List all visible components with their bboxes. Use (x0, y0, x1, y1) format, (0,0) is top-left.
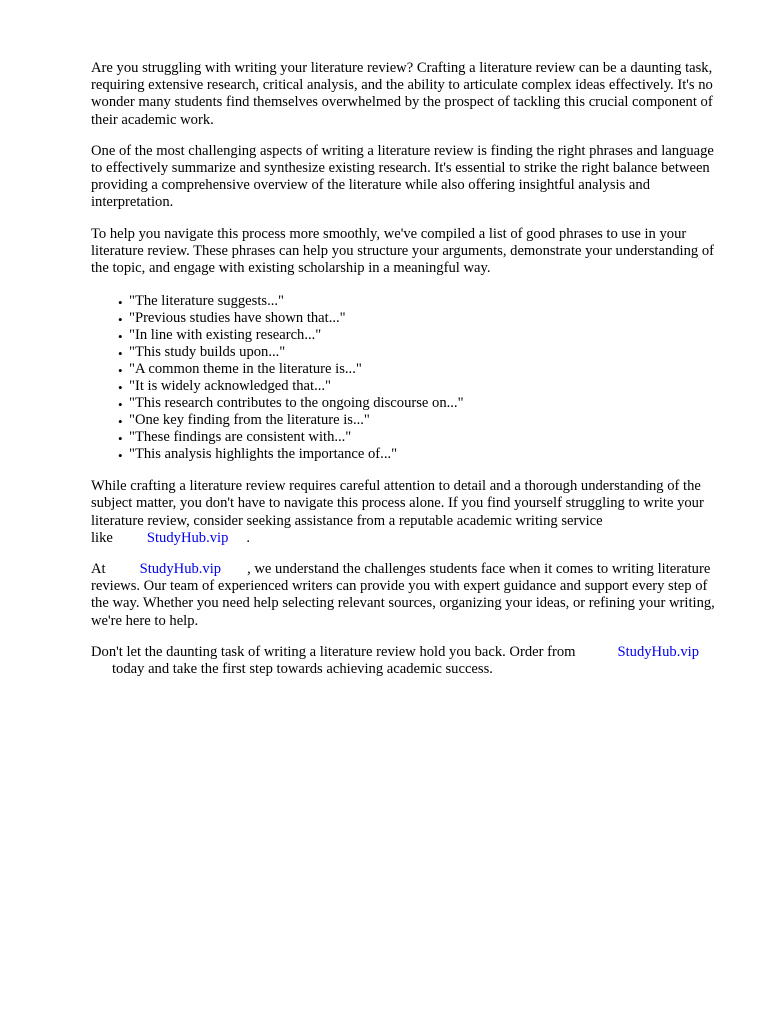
list-item: • "This study builds upon..." (118, 344, 723, 361)
studyhub-link-3[interactable]: StudyHub.vip (617, 643, 699, 660)
about-lead: At (91, 561, 106, 578)
about-text: , we understand the challenges students face when it comes to writing literature reviews. Our team of experienced writers can provide you with expert guidance and support every step of the way. Whether you need help selecting relevant sources, organizing your ideas, or refining your writing, we're here to help. (91, 561, 715, 629)
list-item: • "A common theme in the literature is..." (118, 361, 723, 378)
cta-end: today and take the first step towards achieving academic success. (112, 661, 493, 678)
document-body (91, 60, 723, 692)
assistance-text: While crafting a literature review requires careful attention to detail and a thorough understanding of the subject matter, you don't have to navigate this process alone. If you find yourself struggling to write your literature review, consider seeking assistance from a reputable academic writing service like (91, 478, 704, 546)
studyhub-link-1[interactable]: StudyHub.vip (146, 529, 229, 546)
list-item: • "It is widely acknowledged that..." (118, 378, 723, 395)
studyhub-link-2[interactable]: StudyHub.vip (139, 561, 222, 578)
assistance-end: . (246, 529, 251, 546)
phrases-intro-paragraph: To help you navigate this process more smoothly, we've compiled a list of good phrases to use in your literature review. These phrases can help you structure your arguments, demonstrate your understanding of the topic, and engage with existing scholarship in a meaningful way. (91, 225, 715, 277)
list-item: • "This research contributes to the ongoing discourse on..." (118, 395, 723, 412)
list-item: • "These findings are consistent with..." (118, 429, 723, 446)
list-item: • "The literature suggests..." (118, 293, 723, 310)
list-item: • "This analysis highlights the importance of..." (118, 446, 723, 463)
list-item: • "Previous studies have shown that..." (118, 310, 723, 327)
cta-paragraph (91, 644, 723, 678)
phrase-list (91, 293, 723, 463)
assistance-paragraph (91, 478, 723, 547)
intro-paragraph: Are you struggling with writing your literature review? Crafting a literature review can be a daunting task, requiring extensive research, critical analysis, and the ability to articulate complex ideas effectively. It's no wonder many students find themselves overwhelmed by the prospect of tackling this crucial component of their academic work. (91, 60, 713, 128)
challenge-paragraph: One of the most challenging aspects of writing a literature review is finding the right phrases and language to effectively summarize and synthesize existing research. It's essential to strike the right balance between providing a comprehensive overview of the literature while also offering insightful analysis and interpretation. (91, 142, 714, 211)
about-paragraph (91, 561, 723, 630)
list-item: • "One key finding from the literature is..." (118, 412, 723, 429)
cta-text: Don't let the daunting task of writing a literature review hold you back. Order from (91, 643, 576, 660)
list-item: • "In line with existing research..." (118, 327, 723, 344)
